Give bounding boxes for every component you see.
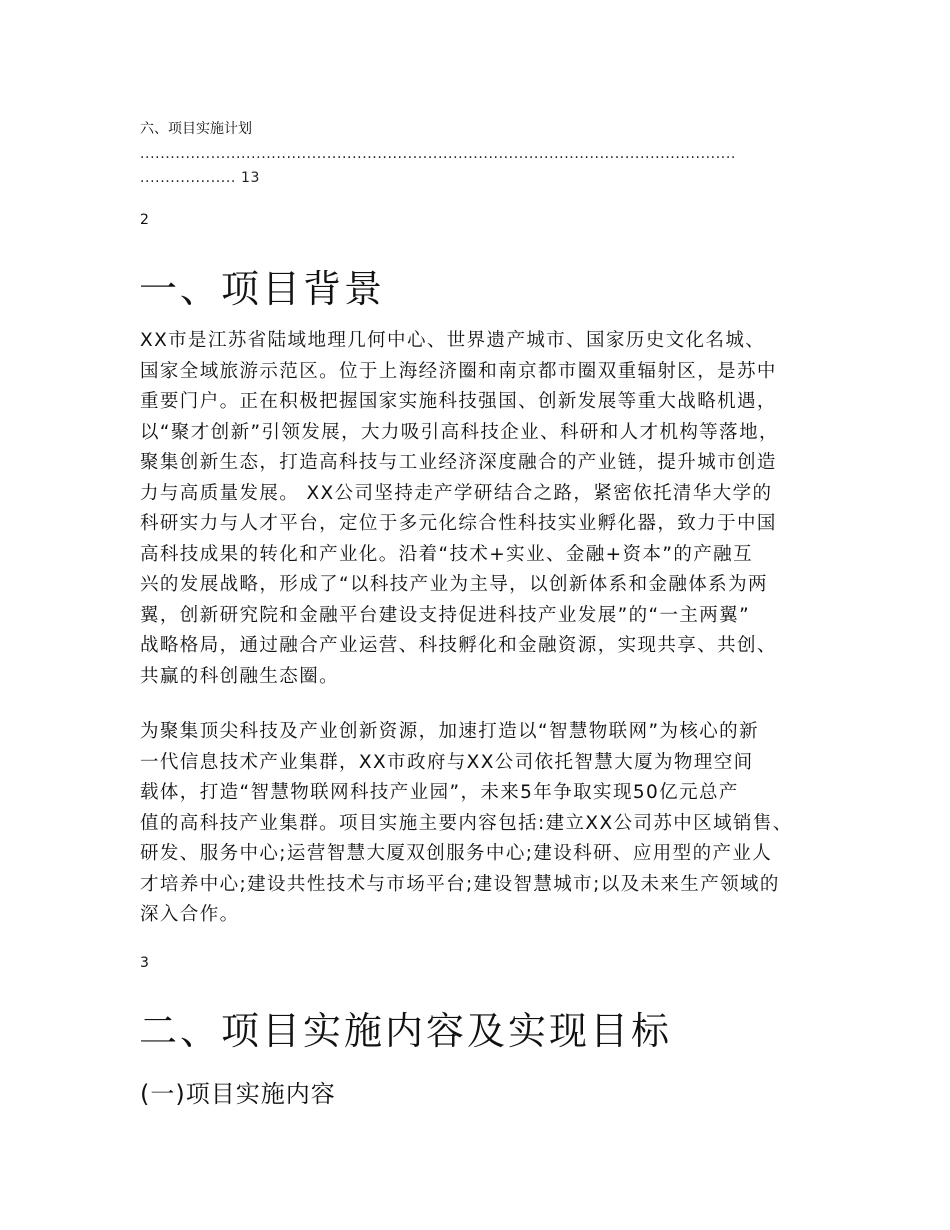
paragraph-line: 以“聚才创新”引领发展，大力吸引高科技企业、科研和人才机构等落地， (140, 421, 779, 443)
paragraph-line: 研发、服务中心;运营智慧大厦双创服务中心;建设科研、应用型的产业人 (140, 843, 773, 864)
toc-leader-dots: ...................................................................................................................... (140, 146, 736, 162)
paragraph-line: 值的高科技产业集群。项目实施主要内容包括:建立XX公司苏中区域销售、 (140, 812, 793, 834)
paragraph-background (140, 326, 840, 692)
paragraph-line: 高科技成果的转化和产业化。沿着“技术+实业、金融+资本”的产融互 (140, 543, 753, 565)
paragraph-line: XX市是江苏省陆域地理几何中心、世界遗产城市、国家历史文化名城、 (140, 330, 766, 351)
paragraph-line: 为聚集顶尖科技及产业创新资源，加速打造以“智慧物联网”为核心的新 (140, 721, 759, 742)
paragraph-line: 聚集创新生态，打造高科技与工业经济深度融合的产业链，提升城市创造 (140, 452, 777, 473)
paragraph-line: 力与高质量发展。 XX公司坚持走产学研结合之路，紧密依托清华大学的 (140, 482, 773, 504)
paragraph-line: 战略格局，通过融合产业运营、科技孵化和金融资源，实现共享、共创、 (140, 635, 777, 656)
paragraph-project-overview (140, 717, 840, 931)
page-number: 2 (140, 212, 149, 228)
section-heading-background: 一、项目背景 (139, 267, 386, 311)
toc-entry-title: 六、项目实施计划 (140, 121, 252, 137)
paragraph-line: 才培养中心;建设共性技术与市场平台;建设智慧城市;以及未来生产领域的 (140, 873, 780, 895)
section-heading-implementation: 二、项目实施内容及实现目标 (139, 1009, 673, 1053)
paragraph-line: 国家全域旅游示范区。位于上海经济圈和南京都市圈双重辐射区，是苏中 (140, 360, 777, 382)
paragraph-line: 重要门户。正在积极把握国家实施科技强国、创新发展等重大战略机遇， (140, 391, 777, 412)
toc-leader-dots-end: ................... (140, 170, 236, 186)
paragraph-line: 共赢的科创融生态圈。 (140, 665, 340, 687)
paragraph-line: 翼，创新研究院和金融平台建设支持促进科技产业发展”的“一主两翼” (140, 604, 751, 626)
paragraph-line: 深入合作。 (140, 904, 240, 925)
subsection-heading: (一)项目实施内容 (140, 1080, 336, 1108)
paragraph-line: 一代信息技术产业集群，XX市政府与XX公司依托智慧大厦为物理空间 (140, 751, 754, 773)
toc-leader-line (140, 170, 260, 186)
paragraph-line: 载体，打造“智慧物联网科技产业园”，未来5年争取实现50亿元总产 (140, 782, 739, 803)
toc-page-ref: 13 (241, 170, 261, 186)
page-number: 3 (140, 955, 149, 971)
paragraph-line: 兴的发展战略，形成了“以科技产业为主导，以创新体系和金融体系为两 (140, 574, 768, 595)
paragraph-line: 科研实力与人才平台，定位于多元化综合性科技实业孵化器，致力于中国 (140, 513, 777, 534)
